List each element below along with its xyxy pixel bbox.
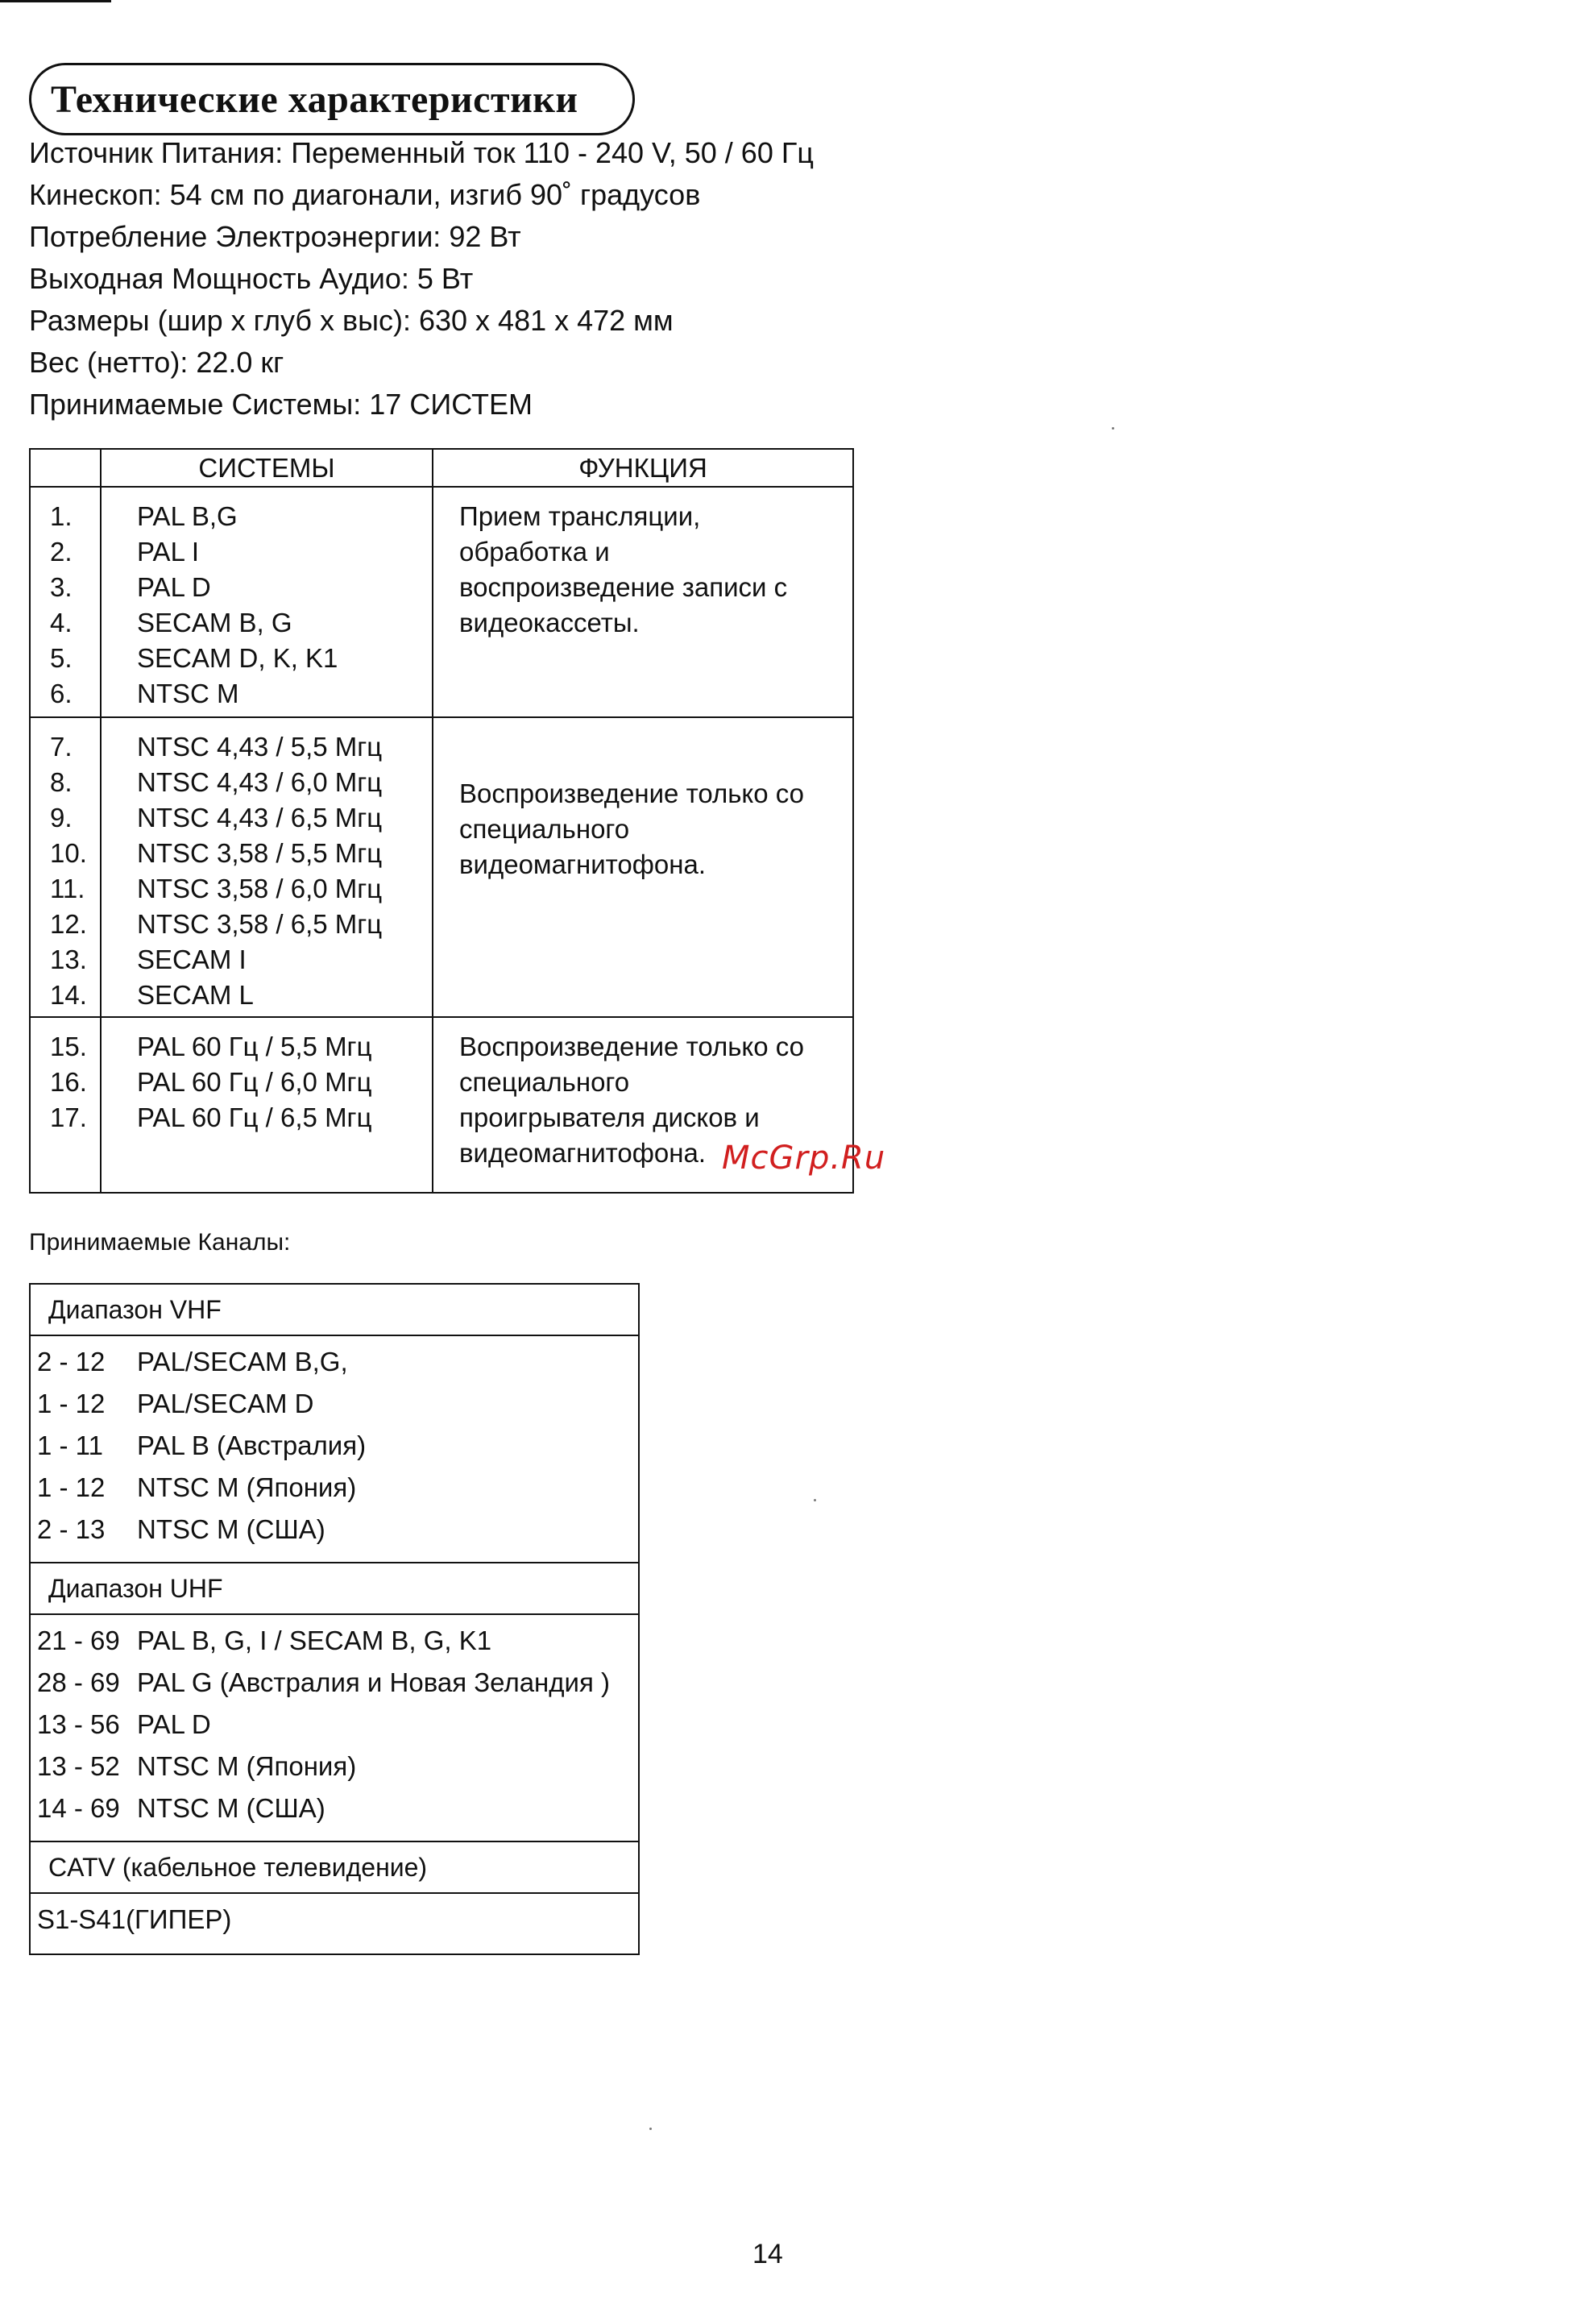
watermark: McGrp.Ru	[722, 1140, 886, 1177]
channel-system: PAL/SECAM D	[137, 1389, 314, 1418]
channel-range: 13 - 52	[37, 1751, 120, 1781]
channel-range: 14 - 69	[37, 1793, 120, 1823]
channel-row	[37, 1425, 638, 1467]
system-function	[433, 717, 853, 1017]
system-number: 4.	[50, 608, 73, 637]
function-text: Воспроизведение только со	[459, 1032, 804, 1061]
band-header-vhf	[30, 1284, 639, 1335]
system-number: 16.	[50, 1067, 87, 1097]
function-text: видеомагнитофона.	[459, 849, 707, 879]
channel-system: PAL G (Австралия и Новая Зеландия )	[137, 1667, 610, 1697]
system-number: 9.	[50, 803, 73, 832]
channel-system: NTSC M (Япония)	[137, 1472, 357, 1502]
system-name: NTSC 4,43 / 6,5 Мгц	[137, 803, 383, 832]
system-name: SECAM L	[137, 980, 254, 1010]
system-name: NTSC M	[137, 679, 239, 708]
function-text: Воспроизведение только со	[459, 779, 804, 808]
system-name: NTSC 3,58 / 6,5 Мгц	[137, 909, 383, 939]
band-label: CATV (кабельное телевидение)	[30, 1841, 639, 1893]
system-name: PAL 60 Гц / 6,0 Мгц	[137, 1067, 372, 1097]
channel-range: 1 - 12	[37, 1389, 106, 1418]
channel-row	[37, 1787, 638, 1829]
channel-range: 21 - 69	[37, 1626, 120, 1655]
system-number: 8.	[50, 767, 73, 797]
systems-group-1	[30, 487, 853, 717]
scan-speck	[649, 2128, 652, 2130]
spec-power-supply: Источник Питания: Переменный ток 110 - 240 V, 50 / 60 Гц	[29, 136, 814, 169]
channel-row	[37, 1662, 638, 1704]
channel-system: PAL D	[137, 1709, 211, 1739]
system-number: 2.	[50, 537, 73, 567]
spec-dimensions: Размеры (шир х глуб х выс): 630 х 481 х 472 мм	[29, 304, 674, 337]
systems-table-header	[30, 449, 853, 487]
scan-speck	[814, 1499, 816, 1501]
channel-row	[37, 1509, 638, 1551]
system-name: SECAM B, G	[137, 608, 292, 637]
channel-range: 1 - 11	[37, 1430, 103, 1460]
system-numbers	[30, 487, 101, 717]
system-number: 10.	[50, 838, 87, 868]
channel-range: 28 - 69	[37, 1667, 120, 1697]
spec-power-consumption: Потребление Электроэнергии: 92 Вт	[29, 220, 521, 253]
band-rows-uhf	[30, 1614, 639, 1841]
system-number: 14.	[50, 980, 87, 1010]
function-text: видеокассеты.	[459, 608, 640, 637]
channel-list	[30, 1335, 639, 1563]
systems-table	[29, 448, 854, 1194]
band-rows-catv	[30, 1893, 639, 1954]
header-function: ФУНКЦИЯ	[433, 449, 853, 487]
function-text: видеомагнитофона.	[459, 1138, 707, 1168]
channel-range: 1 - 12	[37, 1472, 106, 1502]
system-number: 15.	[50, 1032, 87, 1061]
channel-list	[30, 1614, 639, 1841]
system-name: PAL D	[137, 572, 211, 602]
system-name: NTSC 4,43 / 5,5 Мгц	[137, 732, 383, 762]
spec-weight: Вес (нетто): 22.0 кг	[29, 346, 284, 379]
system-function	[433, 487, 853, 717]
system-number: 6.	[50, 679, 73, 708]
system-name: SECAM I	[137, 945, 247, 974]
section-title-frame	[29, 63, 635, 135]
channel-list	[30, 1893, 639, 1954]
top-rule	[0, 0, 111, 2]
channel-row	[37, 1899, 638, 1941]
spec-list	[29, 132, 814, 426]
channels-caption: Принимаемые Каналы:	[29, 1229, 291, 1256]
channel-row	[37, 1704, 638, 1746]
system-numbers	[30, 717, 101, 1017]
system-name: PAL 60 Гц / 5,5 Мгц	[137, 1032, 372, 1061]
system-number: 13.	[50, 945, 87, 974]
channel-system: NTSC M (США)	[137, 1793, 325, 1823]
system-name: NTSC 4,43 / 6,0 Мгц	[137, 767, 383, 797]
function-text: Прием трансляции,	[459, 501, 701, 531]
systems-group-2	[30, 717, 853, 1017]
channel-system: PAL B, G, I / SECAM B, G, K1	[137, 1626, 492, 1655]
system-name: PAL I	[137, 537, 200, 567]
channel-system: PAL/SECAM B,G,	[137, 1347, 348, 1376]
spec-systems-count: Принимаемые Системы: 17 СИСТЕМ	[29, 388, 533, 421]
function-text: специального	[459, 1067, 630, 1097]
channel-row	[37, 1467, 638, 1509]
channel-row	[37, 1341, 638, 1383]
channel-row	[37, 1383, 638, 1425]
channels-table	[29, 1283, 640, 1955]
system-names	[101, 717, 433, 1017]
function-text: специального	[459, 814, 630, 844]
system-name: PAL B,G	[137, 501, 238, 531]
page-number: 14	[752, 2239, 783, 2269]
band-label: Диапазон VHF	[30, 1284, 639, 1335]
function-text: воспроизведение записи с	[459, 572, 788, 602]
system-name: NTSC 3,58 / 5,5 Мгц	[137, 838, 383, 868]
header-systems: СИСТЕМЫ	[101, 449, 433, 487]
band-header-uhf	[30, 1563, 639, 1614]
channel-range: 2 - 13	[37, 1514, 106, 1544]
spec-audio-output: Выходная Мощность Аудио: 5 Вт	[29, 262, 474, 295]
system-number: 7.	[50, 732, 73, 762]
system-name: NTSC 3,58 / 6,0 Мгц	[137, 874, 383, 903]
channel-range: 13 - 56	[37, 1709, 120, 1739]
channel-system: NTSC M (Япония)	[137, 1751, 357, 1781]
system-number: 12.	[50, 909, 87, 939]
channel-range: S1-S41(ГИПЕР)	[37, 1904, 232, 1934]
spec-picture-tube: Кинескоп: 54 см по диагонали, изгиб 90˚ градусов	[29, 178, 701, 211]
channel-row	[37, 1620, 638, 1662]
system-number: 3.	[50, 572, 73, 602]
channel-row	[37, 1746, 638, 1787]
scan-speck	[1112, 427, 1114, 430]
band-header-catv	[30, 1841, 639, 1893]
system-names	[101, 1017, 433, 1193]
band-label: Диапазон UHF	[30, 1563, 639, 1614]
section-title: Технические характеристики	[51, 77, 578, 121]
system-number: 1.	[50, 501, 73, 531]
function-text: обработка и	[459, 537, 610, 567]
function-text: проигрывателя дисков и	[459, 1102, 760, 1132]
system-name: SECAM D, K, K1	[137, 643, 338, 673]
system-numbers	[30, 1017, 101, 1193]
system-number: 11.	[50, 874, 85, 903]
channel-range: 2 - 12	[37, 1347, 106, 1376]
channel-system: PAL B (Австралия)	[137, 1430, 367, 1460]
system-number: 5.	[50, 643, 73, 673]
channel-system: NTSC M (США)	[137, 1514, 325, 1544]
band-rows-vhf	[30, 1335, 639, 1563]
header-number	[30, 449, 101, 487]
system-number: 17.	[50, 1102, 87, 1132]
system-names	[101, 487, 433, 717]
system-name: PAL 60 Гц / 6,5 Мгц	[137, 1102, 372, 1132]
